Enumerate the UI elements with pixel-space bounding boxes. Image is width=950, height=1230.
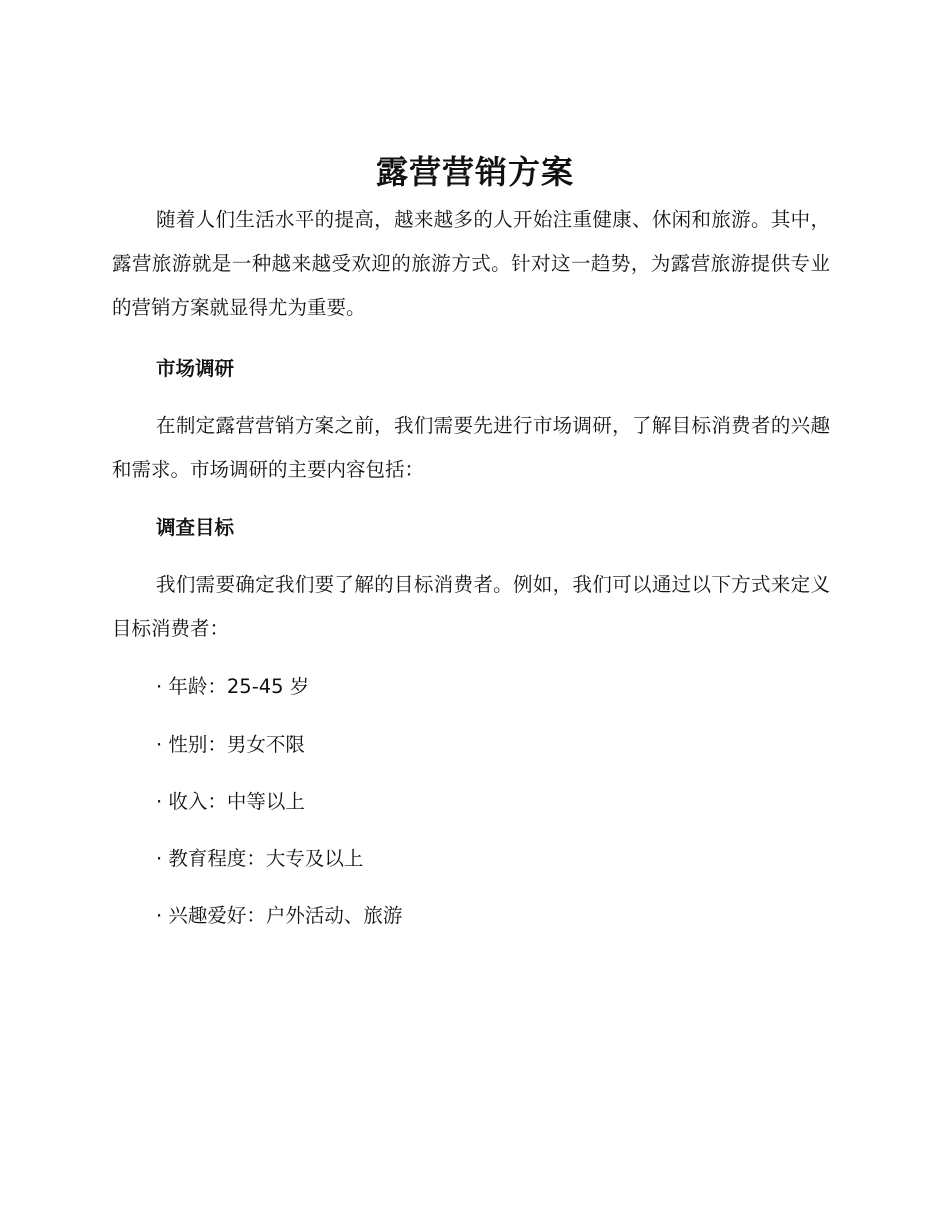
intro-paragraph: 随着人们生活水平的提高，越来越多的人开始注重健康、休闲和旅游。其中，露营旅游就是一种越来越受欢迎的旅游方式。针对这一趋势，为露营旅游提供专业的营销方案就显得尤为重要。 bbox=[112, 208, 830, 319]
list-item-interests: · 兴趣爱好：户外活动、旅游 bbox=[156, 904, 403, 927]
list-item-gender: · 性别：男女不限 bbox=[156, 733, 305, 756]
list-item-education: · 教育程度：大专及以上 bbox=[156, 847, 364, 870]
market-research-paragraph: 在制定露营营销方案之前，我们需要先进行市场调研，了解目标消费者的兴趣和需求。市场调研的主要内容包括： bbox=[112, 414, 830, 481]
list-item-age: · 年龄：25-45 岁 bbox=[156, 675, 310, 698]
document-title: 露营营销方案 bbox=[375, 153, 574, 191]
section-heading-market-research: 市场调研 bbox=[156, 357, 235, 380]
section-heading-survey-goal: 调查目标 bbox=[156, 516, 235, 539]
list-item-income: · 收入：中等以上 bbox=[156, 790, 305, 813]
survey-goal-paragraph: 我们需要确定我们要了解的目标消费者。例如，我们可以通过以下方式来定义目标消费者： bbox=[112, 573, 830, 640]
